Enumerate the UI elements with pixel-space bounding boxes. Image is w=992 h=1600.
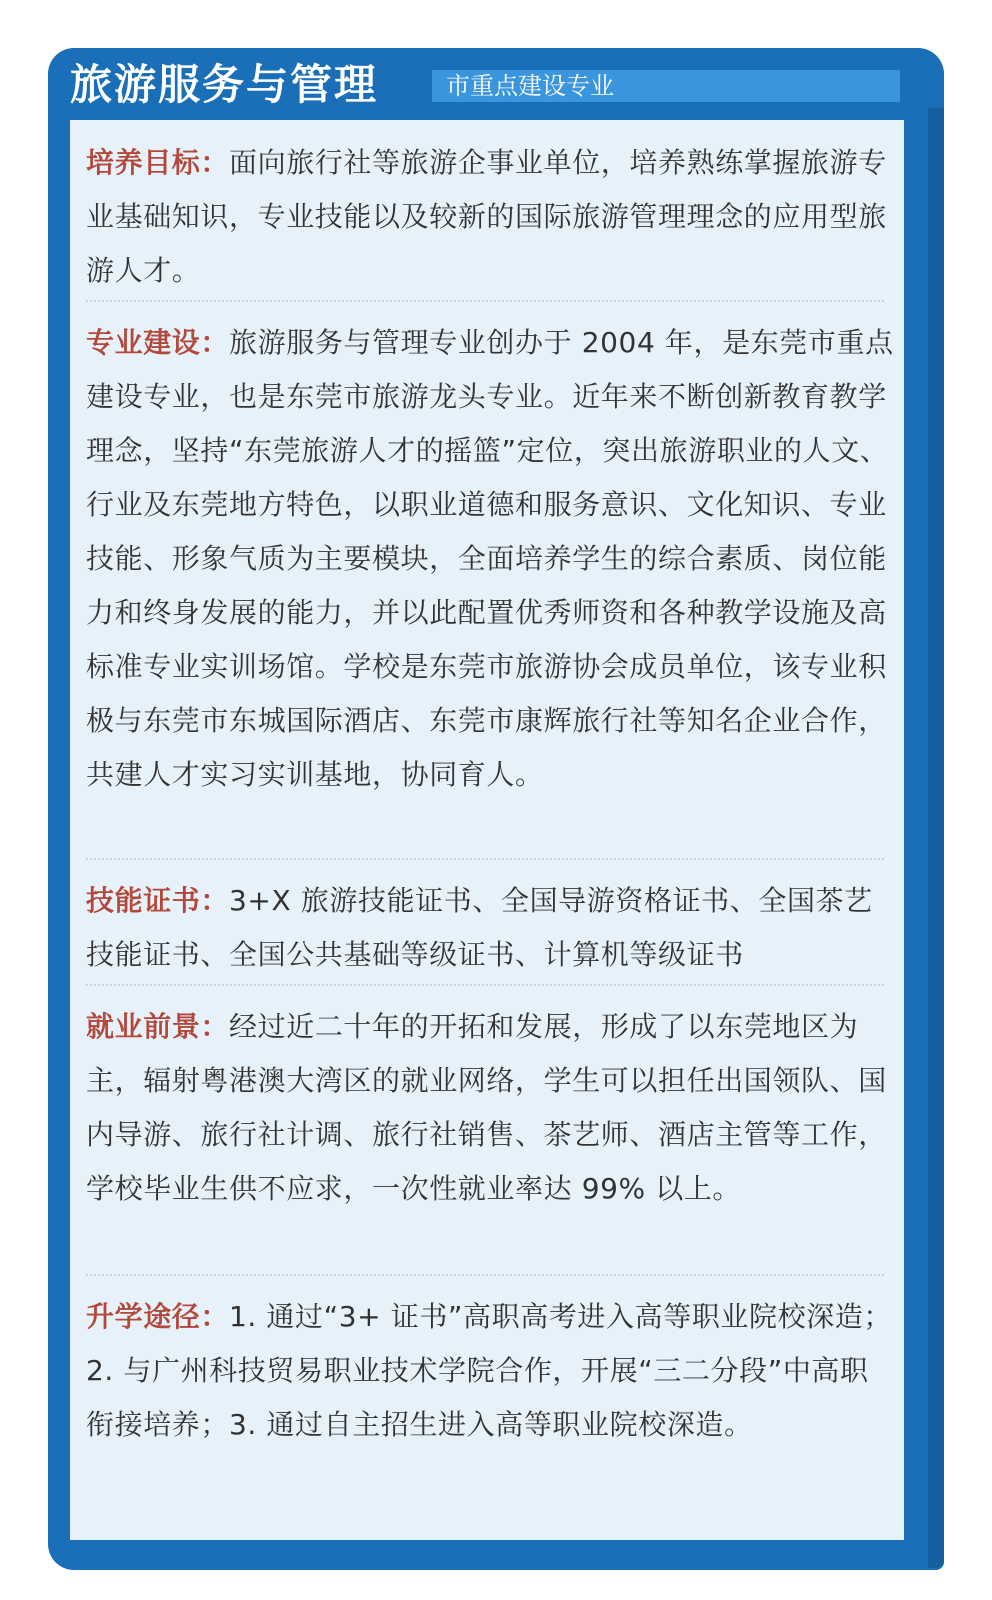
section-training-goal — [86, 136, 894, 298]
section-further-study — [86, 1290, 894, 1452]
section-text: 3+X 旅游技能证书、全国导游资格证书、全国茶艺技能证书、全国公共基础等级证书、计算机等级证书 — [86, 884, 873, 971]
section-text: 经过近二十年的开拓和发展，形成了以东莞地区为主，辐射粤港澳大湾区的就业网络，学生可以担任出国领队、国内导游、旅行社计调、旅行社销售、茶艺师、酒店主管等工作，学校毕业生供不应求，一次性就业率达 99% 以上。 — [86, 1010, 887, 1205]
tag-bar — [432, 70, 900, 102]
content-panel — [70, 120, 904, 1540]
section-divider — [86, 300, 884, 302]
section-label: 就业前景： — [86, 1010, 230, 1043]
section-divider — [86, 1274, 884, 1276]
section-text: 面向旅行社等旅游企事业单位，培养熟练掌握旅游专业基础知识，专业技能以及较新的国际旅游管理理念的应用型旅游人才。 — [86, 146, 887, 287]
section-label: 升学途径： — [86, 1300, 230, 1333]
section-major-construction — [86, 316, 894, 802]
section-divider — [86, 984, 884, 986]
major-card — [48, 48, 944, 1570]
section-text: 旅游服务与管理专业创办于 2004 年，是东莞市重点建设专业，也是东莞市旅游龙头专业。近年来不断创新教育教学理念，坚持“东莞旅游人才的摇篮”定位，突出旅游职业的人文、行业及东莞地方特色，以职业道德和服务意识、文化知识、专业技能、形象气质为主要模块，全面培养学生的综合素质、岗位能力和终身发展的能力，并以此配置优秀师资和各种教学设施及高标准专业实训场馆。学校是东莞市旅游协会成员单位，该专业积极与东莞市东城国际酒店、东莞市康辉旅行社等知名企业合作，共建人才实习实训基地，协同育人。 — [86, 326, 894, 791]
section-label: 培养目标： — [86, 146, 230, 179]
major-title: 旅游服务与管理 — [70, 60, 379, 109]
key-major-tag: 市重点建设专业 — [446, 72, 614, 100]
section-label: 专业建设： — [86, 326, 230, 359]
section-divider — [86, 858, 884, 860]
section-text: 1. 通过“3+ 证书”高职高考进入高等职业院校深造；2. 与广州科技贸易职业技术学院合作，开展“三二分段”中高职衔接培养；3. 通过自主招生进入高等职业院校深造。 — [86, 1300, 893, 1441]
section-skill-certificates — [86, 874, 894, 982]
section-employment-prospects — [86, 1000, 894, 1216]
section-label: 技能证书： — [86, 884, 230, 917]
